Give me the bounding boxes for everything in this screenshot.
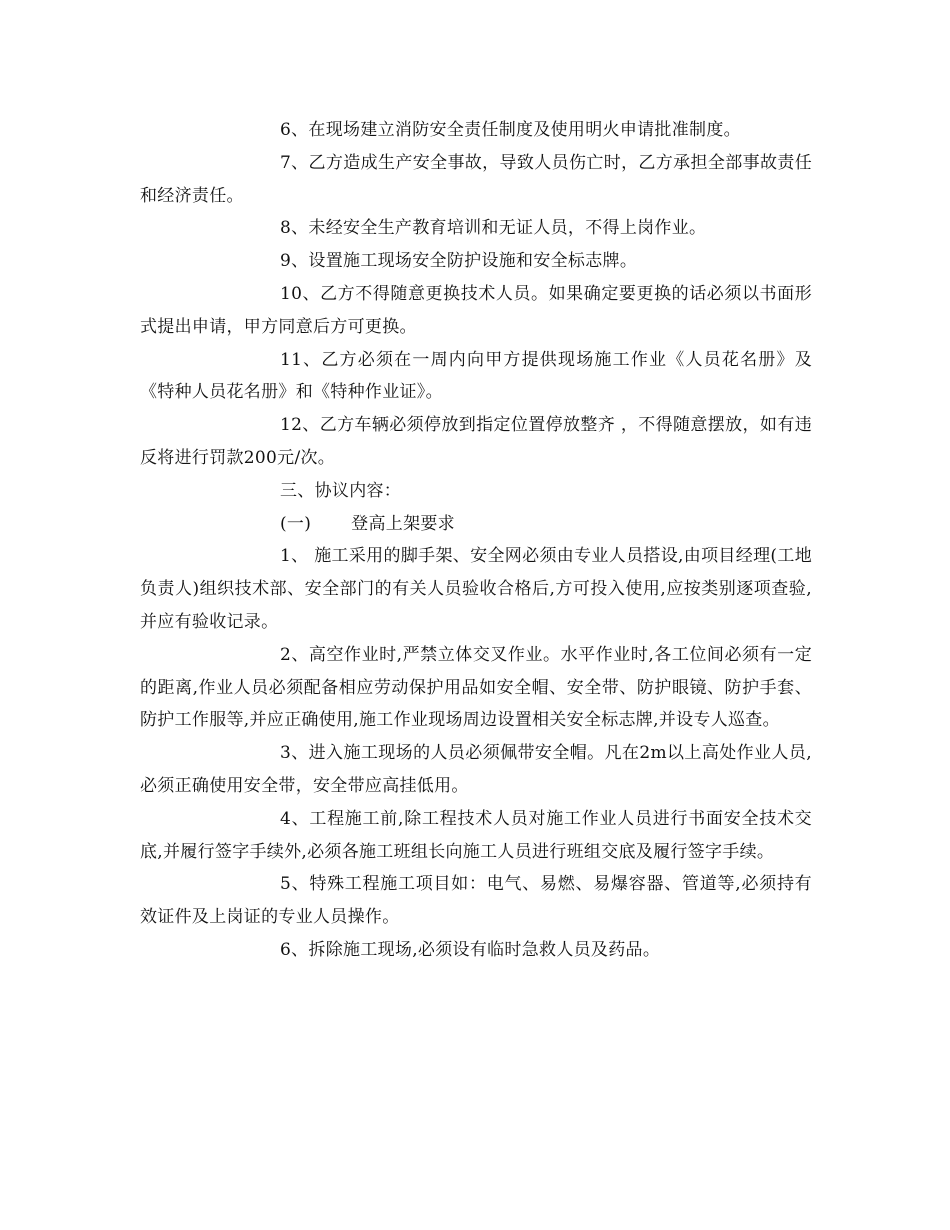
clause-6: 6、在现场建立消防安全责任制度及使用明火申请批准制度。 — [280, 120, 741, 140]
subsection-number: (一) — [280, 513, 312, 534]
item-1: 1、 施工采用的脚手架、安全网必须由专业人员搭设,由项目经理(工地负责人)组织技术部、安全部门的有关人员验收合格后,方可投入使用,应按类别逐项查验,并应有验收记录。 — [140, 546, 812, 632]
subsection-title: 登高上架要求 — [351, 513, 455, 534]
clause-10: 10、乙方不得随意更换技术人员。如果确定要更换的话必须以书面形式提出申请，甲方同意后方可更换。 — [140, 283, 812, 337]
item-2: 2、高空作业时,严禁立体交叉作业。水平作业时,各工位间必须有一定的距离,作业人员必须配备相应劳动保护用品如安全帽、安全带、防护眼镜、防护手套、防护工作服等,并应正确使用,施工作业现场周边设置相关安全标志牌,并设专人巡查。 — [140, 644, 812, 731]
item-4: 4、工程施工前,除工程技术人员对施工作业人员进行书面安全技术交底,并履行签字手续外,必须各施工班组长向施工人员进行班组交底及履行签字手续。 — [140, 808, 812, 862]
item-5: 5、特殊工程施工项目如：电气、易燃、易爆容器、管道等,必须持有效证件及上岗证的专业人员操作。 — [140, 874, 812, 928]
subsection-heading — [140, 508, 812, 541]
document-body — [140, 114, 812, 967]
clause-11: 11、乙方必须在一周内向甲方提供现场施工作业《人员花名册》及《特种人员花名册》和《特种作业证》。 — [140, 349, 812, 403]
section-heading: 三、协议内容： — [280, 480, 402, 501]
clause-8: 8、未经安全生产教育培训和无证人员，不得上岗作业。 — [280, 218, 707, 239]
item-6: 6、拆除施工现场,必须设有临时急救人员及药品。 — [280, 939, 661, 960]
clause-9: 9、设置施工现场安全防护设施和安全标志牌。 — [280, 251, 638, 272]
item-3: 3、进入施工现场的人员必须佩带安全帽。凡在2m以上高处作业人员,必须正确使用安全带，安全带应高挂低用。 — [140, 743, 812, 796]
clause-12: 12、乙方车辆必须停放到指定位置停放整齐 ，不得随意摆放，如有违反将进行罚款200元/次。 — [140, 415, 812, 468]
clause-7: 7、乙方造成生产安全事故，导致人员伤亡时，乙方承担全部事故责任和经济责任。 — [140, 152, 812, 206]
